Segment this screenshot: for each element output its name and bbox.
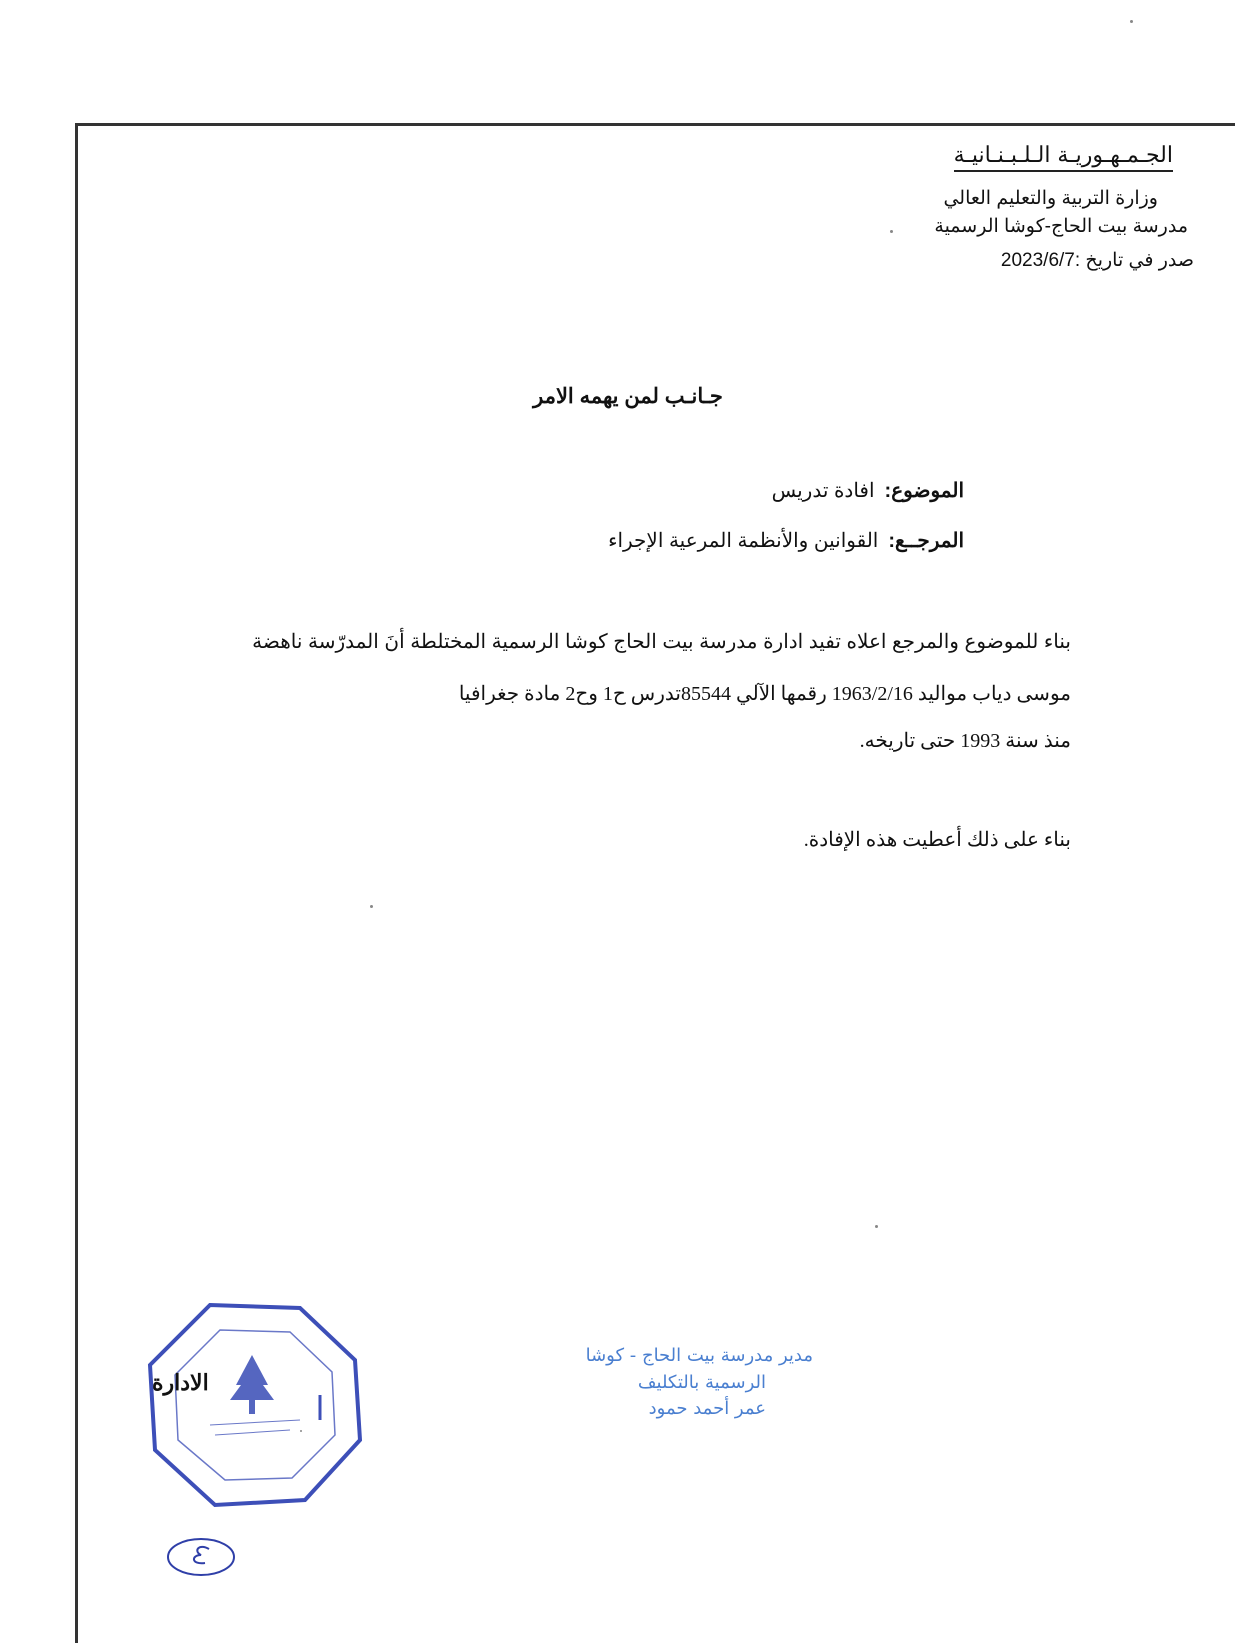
subject-field: [772, 478, 964, 503]
stamp-label: الادارة: [152, 1370, 209, 1395]
body-line-1: بناء للموضوع والمرجع اعلاه تفيد ادارة مدرسة بيت الحاج كوشا الرسمية المختلطة أنَ المدرّسة ناهضة: [252, 631, 1071, 653]
document-title: [0, 384, 1236, 409]
scan-speck: [1130, 20, 1133, 23]
signature-line-1: مدير مدرسة بيت الحاج - كوشا: [585, 1345, 813, 1366]
body-line-3: منذ سنة 1993 حتى تاريخه.: [859, 730, 1071, 752]
reference-value: القوانين والأنظمة المرعية الإجراء: [608, 530, 879, 552]
cedar-emblem: [230, 1355, 274, 1414]
stamp-inner-text-marks: [210, 1420, 300, 1435]
scan-speck: [370, 905, 373, 908]
school-name: مدرسة بيت الحاج-كوشا الرسمية: [934, 216, 1188, 237]
republic-header: الجـمـهـوريـة الـلـبـنـانيـة: [954, 143, 1173, 172]
issue-date-value: 2023/6/7: [1000, 250, 1075, 271]
scan-speck: [875, 1225, 878, 1228]
official-stamp: [140, 1300, 365, 1510]
reference-field: [608, 528, 964, 553]
issue-date-label: صدر في تاريخ :: [1074, 250, 1194, 271]
scan-speck: [300, 1430, 302, 1432]
signature-line-3: عمر أحمد حمود: [648, 1398, 766, 1419]
signature-line-2: الرسمية بالتكليف: [637, 1372, 766, 1393]
subject-value: افادة تدريس: [771, 480, 875, 502]
reference-label: المرجــع:: [888, 530, 964, 552]
issue-date: [1001, 248, 1194, 274]
body-line-2: موسى دياب مواليد 1963/2/16 رقمها الآلي 85544تدرس ح1 وح2 مادة جغرافيا: [458, 683, 1071, 705]
ministry-name: وزارة التربية والتعليم العالي: [943, 188, 1158, 209]
body-line-4: بناء على ذلك أعطيت هذه الإفادة.: [803, 829, 1071, 851]
document-title-text: جـانـب لمن يهمه الامر: [533, 385, 723, 408]
scan-speck: [890, 230, 893, 233]
subject-label: الموضوع:: [884, 480, 964, 502]
handwritten-initial: [165, 1535, 237, 1579]
